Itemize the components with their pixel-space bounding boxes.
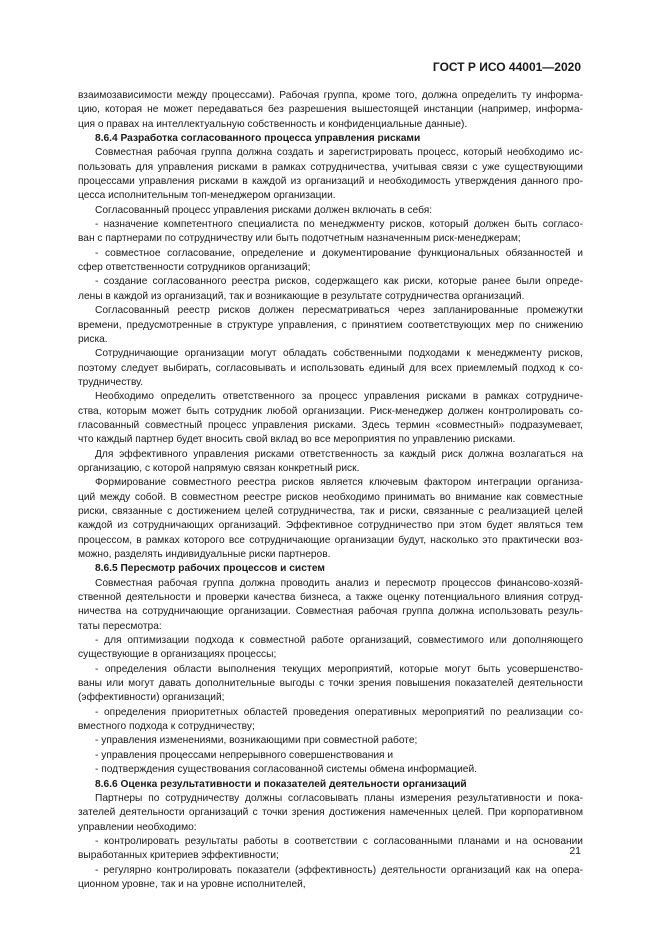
text-line: Необходимо определить ответственного за процесс управления рисками в рамках сотрудниче-: [95, 391, 583, 403]
page-number: 21: [569, 845, 581, 857]
text-line: - определения области выполнения текущих мероприятий, которые могут быть усовершенство-: [95, 663, 583, 675]
text-line: ций между собой. В совместном реестре рисков необходимо принимать во внимание как совместные: [78, 491, 583, 503]
document-header: ГОСТ Р ИСО 44001—2020: [432, 60, 581, 74]
section-heading: 8.6.6 Оценка результативности и показателей деятельности организаций: [95, 778, 467, 790]
text-line: управлении необходимо:: [78, 821, 197, 833]
text-line: - для оптимизации подхода к совместной работе организаций, совместимого или дополняющего: [95, 635, 583, 647]
text-line: - назначение компетентного специалиста по менеджменту рисков, который должен быть согласо-: [95, 219, 583, 231]
text-line: (эффективности) организаций;: [78, 692, 225, 704]
text-line: ства, которым может быть сотрудник любой организации. Риск-менеджер должен контролировать со-: [78, 405, 583, 417]
text-line: - контролировать результаты работы в соответствии с согласованными планами и на основании: [95, 835, 583, 847]
text-line: Совместная рабочая группа должна создать и зарегистрировать процесс, который необходимо ис-: [95, 147, 583, 159]
text-line: пользовать для управления рисками в рамках сотрудничества, учитывая связи с уже существующими: [78, 161, 583, 173]
text-line: цию, которая не может передаваться без разрешения вышестоящей инстанции (например, информа-: [78, 104, 583, 116]
page-body: [78, 89, 583, 892]
text-line: Партнеры по сотрудничеству должны согласовывать планы измерения результативности и пока-: [95, 792, 583, 804]
text-line: каждой из сотрудничающих организаций. Эффективное сотрудничество при этом будет являться тем: [78, 520, 583, 532]
text-line: вместного подхода к сотрудничеству;: [78, 721, 255, 733]
text-line: цесса исполнительным топ-менеджером организации.: [78, 190, 336, 202]
text-line: - подтверждения существования согласованной системы обмена информацией.: [95, 764, 477, 776]
text-line: взаимозависимости между процессами). Рабочая группа, кроме того, должна определить ту информа-: [78, 90, 583, 101]
text-line: поэтому следует выбирать, согласовывать и использовать единый для всех приемлемый подход к со-: [78, 362, 583, 374]
text-line: Формирование совместного реестра рисков является ключевым фактором интеграции организа-: [95, 477, 583, 489]
text-line: ван с партнерами по сотрудничеству или быть подотчетным назначенным риск-менеджерам;: [78, 233, 521, 245]
text-line: гласованный совместный процесс управления рисками. Здесь термин «совместный» подразумевает,: [78, 419, 583, 431]
text-line: ционном уровне, так и на уровне исполнителей,: [78, 878, 306, 890]
text-line: трудничеству.: [78, 376, 144, 388]
text-line: - определения приоритетных областей проведения оперативных мероприятий по реализации со-: [95, 706, 583, 718]
text-line: риска.: [78, 333, 108, 345]
text-line: Для эффективного управления рисками ответственность за каждый риск должна возлагаться на: [95, 448, 583, 460]
text-line: ственной деятельности и проверки качества бизнеса, а также оценку потенциального влияния сотруд-: [78, 592, 583, 604]
text-line: - управления изменениями, возникающими при совместной работе;: [95, 735, 418, 747]
text-line: риски, связанные с достижением целей сотрудничества, так и риски, связанные с реализацией целей: [78, 505, 583, 517]
section-heading: 8.6.5 Пересмотр рабочих процессов и систем: [95, 563, 325, 575]
text-line: Совместная рабочая группа должна проводить анализ и пересмотр процессов финансово-хозяй-: [95, 577, 583, 589]
text-line: существующие в организациях процессы;: [78, 649, 277, 661]
section-heading: 8.6.4 Разработка согласованного процесса управления рисками: [95, 133, 421, 145]
text-line: можно, разделять индивидуальные риски партнеров.: [78, 549, 331, 560]
text-line: зателей деятельности организаций с точки зрения достижения намеченных целей. При корпоративном: [78, 807, 583, 819]
text-line: - регулярно контролировать показатели (эффективность) деятельности организаций как на опера-: [95, 864, 583, 876]
text-line: ваны или могут давать дополнительные выгоды с точки зрения повышения показателей деятельности: [78, 678, 583, 690]
text-line: выработанных критериев эффективности;: [78, 850, 279, 862]
text-line: времени, предусмотренные в структуре управления, с принятием соответствующих мер по снижению: [78, 319, 583, 331]
text-line: Сотрудничающие организации могут обладать собственными подходами к менеджменту рисков,: [95, 348, 583, 360]
text-line: - совместное согласование, определение и документирование функциональных обязанностей и: [95, 247, 583, 259]
text-line: процессами управления рисками в каждой из организаций и необходимость утверждения данного про-: [78, 176, 583, 188]
text-line: ция о правах на интеллектуальную собственность и конфиденциальные данные).: [78, 118, 468, 130]
text-line: лены в каждой из организаций, так и возникающие в результате сотрудничества организаций.: [78, 290, 525, 302]
text-line: организацию, с которой напрямую связан конкретный риск.: [78, 462, 360, 474]
text-line: Согласованный реестр рисков должен пересматриваться через запланированные промежутки: [95, 305, 583, 317]
text-line: что каждый партнер будет вносить свой вклад во все мероприятия по управлению рисками.: [78, 434, 516, 446]
text-line: Согласованный процесс управления рисками должен включать в себя:: [95, 204, 433, 216]
text-line: ничества на сотрудничающие организации. Совместная рабочая группа должна использовать резуль-: [78, 606, 583, 618]
text-line: таты пересмотра:: [78, 620, 162, 632]
text-line: процессом, в рамках которого все сотрудничающие организации будут, насколько это практически воз-: [78, 534, 583, 546]
text-line: сфер ответственности сотрудников организаций;: [78, 262, 311, 274]
text-line: - создание согласованного реестра рисков, содержащего как риски, которые ранее были опреде-: [95, 276, 583, 288]
text-line: - управления процессами непрерывного совершенствования и: [95, 749, 394, 761]
